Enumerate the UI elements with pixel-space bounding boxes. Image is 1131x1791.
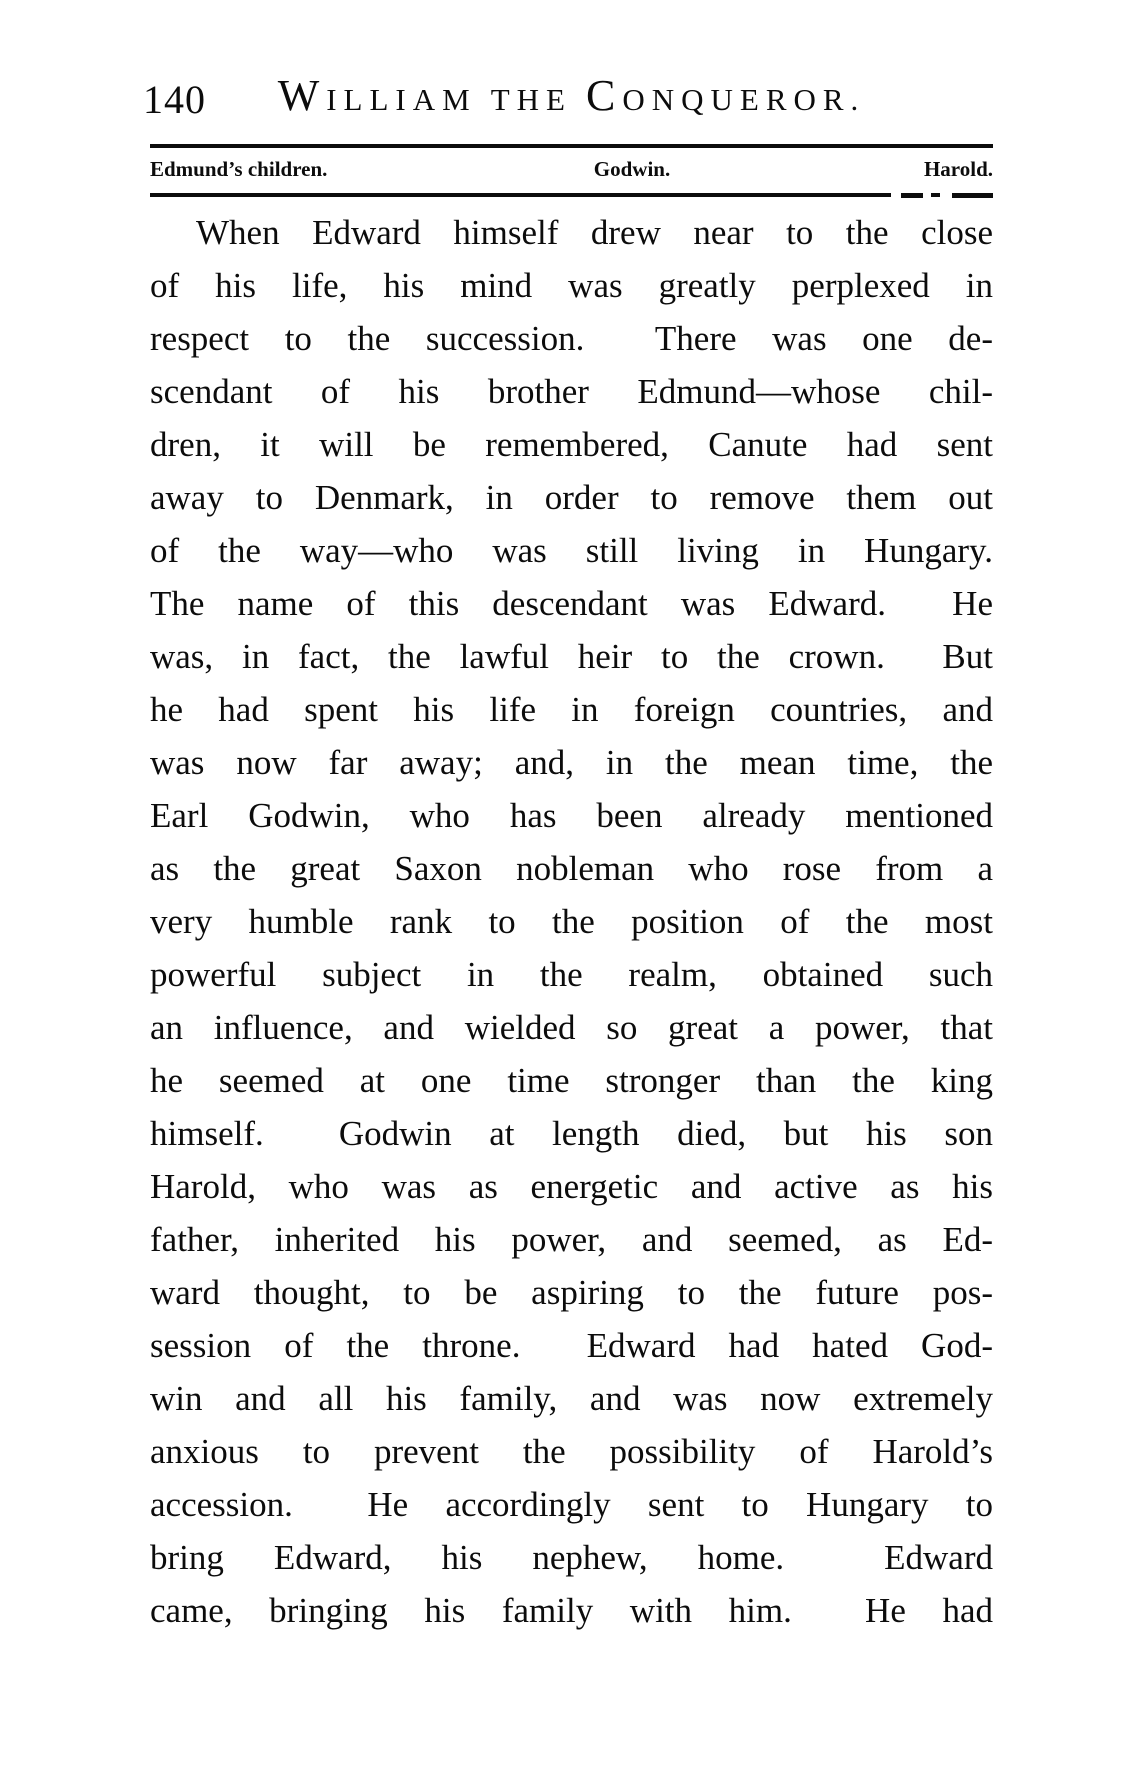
body-line: father, inherited his power, and seemed, as Ed-: [150, 1220, 993, 1259]
body-line: away to Denmark, in order to remove them out: [150, 478, 993, 517]
body-line: Earl Godwin, who has been already mentioned: [150, 796, 993, 835]
body-line: he seemed at one time stronger than the king: [150, 1061, 993, 1100]
body-line: very humble rank to the position of the most: [150, 902, 993, 941]
body-line: as the great Saxon nobleman who rose from a: [150, 849, 993, 888]
body-line: himself. Godwin at length died, but his son: [150, 1114, 993, 1153]
guide-word-right: Harold.: [923, 157, 993, 181]
rule-dash: [901, 193, 923, 198]
running-title-initial: C: [585, 71, 623, 120]
guide-word-center: Godwin.: [593, 157, 671, 181]
body-line: The name of this descendant was Edward. He: [150, 584, 993, 623]
body-line: of his life, his mind was greatly perplexed in: [150, 266, 993, 305]
body-line: of the way—who was still living in Hungary.: [150, 531, 993, 570]
body-line: win and all his family, and was now extremely: [150, 1379, 993, 1418]
body-line: powerful subject in the realm, obtained such: [150, 955, 993, 994]
running-title-smallcaps: ILLIAM: [326, 82, 477, 117]
rule-segment: [150, 193, 891, 197]
body-line: accession. He accordingly sent to Hungary to: [150, 1485, 993, 1524]
body-line: came, bringing his family with him. He had: [150, 1591, 993, 1630]
page-header: [143, 71, 993, 122]
body-line: When Edward himself drew near to the close: [196, 213, 993, 252]
body-line: scendant of his brother Edmund—whose chil-: [150, 372, 993, 411]
body-line: session of the throne. Edward had hated God-: [150, 1326, 993, 1365]
body-line: Harold, who was as energetic and active as his: [150, 1167, 993, 1206]
page-number: 140: [143, 77, 206, 122]
body-line: ward thought, to be aspiring to the future pos-: [150, 1273, 993, 1312]
header-rule-top: [150, 144, 993, 148]
running-title-smallcaps: ONQUEROR.: [622, 82, 866, 117]
body-line: was now far away; and, in the mean time, the: [150, 743, 993, 782]
body-text: [150, 206, 993, 1637]
rule-dash: [952, 193, 993, 198]
header-rule-bottom: [150, 193, 993, 197]
body-line: anxious to prevent the possibility of Harold’s: [150, 1432, 993, 1471]
running-title-initial: W: [277, 71, 327, 120]
body-line: dren, it will be remembered, Canute had sent: [150, 425, 993, 464]
running-title: [277, 71, 866, 120]
body-line: he had spent his life in foreign countries, and: [150, 690, 993, 729]
running-title-smallcaps: THE: [490, 82, 572, 117]
text-block: [143, 0, 993, 1791]
rule-dash: [931, 193, 940, 197]
body-line: respect to the succession. There was one de-: [150, 319, 993, 358]
guide-words-row: [150, 152, 993, 186]
guide-word-left: Edmund’s children.: [150, 157, 328, 181]
body-line: bring Edward, his nephew, home. Edward: [150, 1538, 993, 1577]
body-line: an influence, and wielded so great a power, that: [150, 1008, 993, 1047]
body-line: was, in fact, the lawful heir to the crown. But: [150, 637, 993, 676]
